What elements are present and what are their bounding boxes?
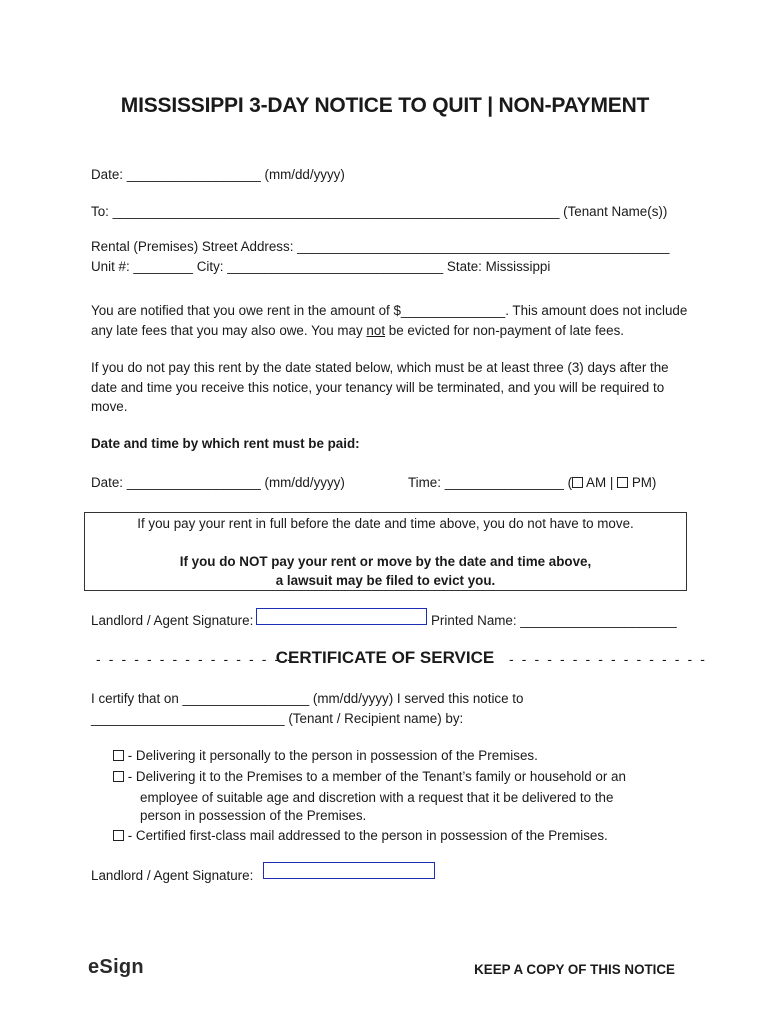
date-line: Date: __________________ (mm/dd/yyyy) [91, 167, 345, 182]
notice-box-line-1: If you pay your rent in full before the date and time above, you do not have to move. [137, 516, 634, 531]
deadline-time-line: Time: ________________ ( AM | PM) [408, 475, 657, 490]
service-option-personal: - Delivering it personally to the person in possession of the Premises. [113, 746, 538, 765]
deadline-date-line: Date: __________________ (mm/dd/yyyy) [91, 475, 345, 490]
certify-line-2: __________________________ (Tenant / Recipient name) by: [91, 711, 464, 726]
rent-owed-paragraph: You are notified that you owe rent in the amount of $______________. This amount does not include any late fees that you may also owe. You may not be evicted for non-payment of late fees. [91, 303, 688, 338]
not-emphasis: not [366, 322, 386, 338]
esign-logo: eSign [88, 956, 144, 978]
service-option-household-cont-2: person in possession of the Premises. [140, 808, 367, 823]
unit-city-state-line: Unit #: ________ City: _____________________________ State: Mississippi [91, 259, 551, 274]
service-option-household: - Delivering it to the Premises to a member of the Tenant’s family or household or an [113, 767, 626, 786]
am-checkbox[interactable] [572, 477, 583, 488]
notice-box [84, 512, 687, 591]
service-option-household-cont-1: employee of suitable age and discretion with a request that it be delivered to the [140, 790, 614, 805]
notice-box-line-2: If you do NOT pay your rent or move by the date and time above, [179, 554, 592, 569]
keep-copy-notice: KEEP A COPY OF THIS NOTICE [474, 962, 675, 977]
tenant-name-line: To: ____________________________________________________________ (Tenant Name(s)) [91, 204, 668, 219]
address-line: Rental (Premises) Street Address: __________________________________________________ [91, 239, 670, 254]
certificate-signature-label: Landlord / Agent Signature: [91, 868, 254, 883]
household-delivery-checkbox[interactable] [113, 771, 124, 782]
certify-line-1: I certify that on _________________ (mm/dd/yyyy) I served this notice to [91, 691, 524, 706]
printed-name-line: Printed Name: _____________________ [431, 613, 677, 628]
notice-box-line-3: a lawsuit may be filed to evict you. [275, 573, 496, 588]
service-option-mail: - Certified first-class mail addressed to the person in possession of the Premises. [113, 826, 608, 845]
certificate-signature-field[interactable] [263, 862, 435, 879]
document-title: MISSISSIPPI 3-DAY NOTICE TO QUIT | NON-PAYMENT [120, 94, 650, 117]
pm-checkbox[interactable] [617, 477, 628, 488]
personal-delivery-checkbox[interactable] [113, 750, 124, 761]
certificate-dashes-left: - - - - - - - - - - - - - - - - [96, 651, 295, 667]
certificate-dashes-right: - - - - - - - - - - - - - - - - [509, 651, 708, 667]
landlord-signature-label: Landlord / Agent Signature: [91, 613, 254, 628]
certificate-title: CERTIFICATE OF SERVICE [275, 648, 495, 667]
mail-delivery-checkbox[interactable] [113, 830, 124, 841]
termination-paragraph: If you do not pay this rent by the date stated below, which must be at least three (3) days after the date and time you receive this notice, your tenancy will be terminated, and you will be required to move. [91, 360, 669, 414]
deadline-heading: Date and time by which rent must be paid: [91, 436, 360, 451]
landlord-signature-field[interactable] [256, 608, 427, 625]
